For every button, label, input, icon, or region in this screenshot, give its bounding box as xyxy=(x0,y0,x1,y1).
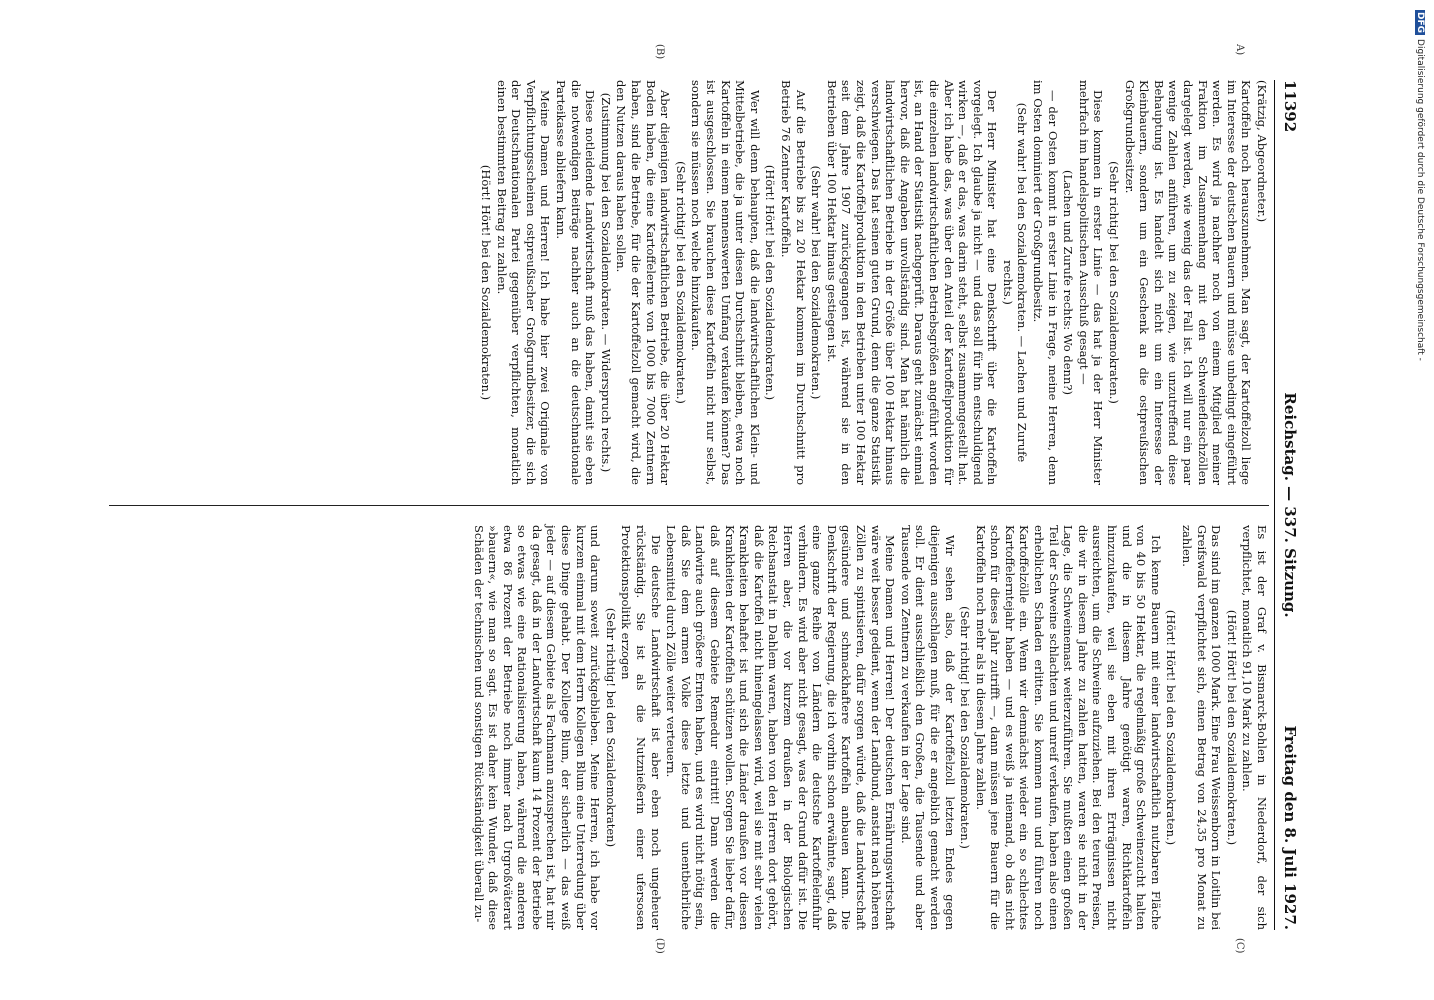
header-date: Freitag den 8. Juli 1927. xyxy=(1281,725,1299,930)
interjection: (Sehr richtig! bei den Sozialdemokraten.) xyxy=(958,606,973,849)
paragraph: Das sind im ganzen 1000 Mark. Eine Frau Weissenborn in Loitlin bei Greifswald verpflichtet sich, einen Betrag von 24,35 pro Monat zu zahlen. xyxy=(1180,525,1224,930)
interjection: (Sehr wahr! bei den Sozialdemokraten. — Lachen und Zurufe rechts.) xyxy=(1000,102,1030,463)
digitization-credit xyxy=(1407,10,1427,990)
paragraph: und darum soweit zurückgeblieben. Meine Herren, ich habe vor kurzem einmal mit dem Herrn Kollegen Blum eine Unterredung über diese Dinge gehabt. Der Kollege Blum, der sicherlich — das weiß jeder — auf diesem Gebiete als Fachmann anzusprechen ist, hat mir da gesagt, daß in der Landwirtschaft kaum 14 Prozent der Betriebe so etwas wie eine Rationalisierung haben, während die anderen etwa 86 Prozent der Betriebe noch immer nach Urgroßväterart »bauern«, wie man so sagt. Es ist daher kein Wunder, daß diese Schäden der technischen und sonstigen Rückständigkeit überall zu- xyxy=(471,525,603,930)
right-text-column xyxy=(470,525,1269,930)
paragraph: Meine Damen und Herren! Der deutschen Ernährungswirtschaft wäre weit besser gedient, wenn der Landbund, anstatt nach höheren Zöllen zu spintisieren, dafür sorgen würde, daß die Landwirtschaft gesündere und schmackhaftere Kartoffeln anbauen kann. Die Denkschrift der Regierung, die ich vorhin schon erwähnte, sagt, daß eine ganze Reihe von Ländern die deutsche Kartoffeleinfuhr verhindern. Es wird aber nicht gesagt, was der Grund dafür ist. Die Herren aber, die vor kurzem draußen in der Biologischen Reichsanstalt in Dahlem waren, haben von den Herren dort gehört, daß die Kartoffel nicht hineingelassen wird, weil sie mit sehr vielen Krankheiten behaftet ist und sich die Länder draußen vor diesen Krankheiten der Kartoffeln schützen wollen. Sorgen Sie lieber dafür, daß auf diesem Gebiete Remedur eintritt! Dann werden die Landwirte auch größere Ernten haben, und es wird nicht nötig sein, daß Sie dem armen Volke diese letzte und unentbehrliche Lebensmittel durch Zölle weiter verteuern. xyxy=(664,525,898,930)
margin-mark-a: A) xyxy=(1234,44,1245,56)
left-text-column xyxy=(478,80,1269,485)
header-session-title: Reichstag. — 337. Sitzung. xyxy=(1281,392,1299,618)
paragraph: Auf die Betriebe bis zu 20 Hektar kommen im Durchschnitt pro Betrieb 76 Zentner Kartoffeln. xyxy=(779,80,808,485)
paragraph: Der Herr Minister hat eine Denkschrift über die Kartoffeln vorgelegt. Ich glaube ja nicht — und das soll für ihn entschuldigend wirken —, daß er das, was darin steht, selbst zusammengestellt hat. Aber ich habe das, was über den Anteil der Kartoffelproduktion für die einzelnen landwirtschaftlichen Betriebsgrößen angeführt worden ist, an Hand der Statistik nachgeprüft. Daraus geht zunächst einmal hervor, daß die Angaben unvollständig sind. Man hat nämlich die landwirtschaftlichen Betriebe in der Größe über 100 Hektar hinaus verschwiegen. Das hat seinen guten Grund, denn die ganze Statistik zeigt, daß die Kartoffelproduktion in den Betrieben unter 100 Hektar seit dem Jahre 1907 zurückgegangen ist, während sie in den Betrieben über 100 Hektar hinaus gestiegen ist. xyxy=(824,80,1000,485)
paragraph: (Krätzig, Abgeordneter.) xyxy=(1255,80,1269,223)
interjection: (Hört! Hört! bei den Sozialdemokraten.) xyxy=(1164,609,1179,846)
page-header xyxy=(1274,80,1305,930)
rotated-page-scan xyxy=(75,44,1305,954)
interjection: (Sehr wahr! bei den Sozialdemokraten.) xyxy=(809,165,824,400)
dfg-logo: DFG xyxy=(1415,12,1425,34)
margin-mark-c: (C) xyxy=(1234,938,1245,954)
paragraph: Die deutsche Landwirtschaft ist aber eben noch ungeheuer rückständig. Sie ist als die Nutznießerin einer ufersosen Protektionspolitik erzogen xyxy=(619,525,663,930)
paragraph: Es ist der Graf v. Bismarck-Bohlen in Niederdorf, der sich verpflichtet, monatlich 91,10 Mark zu zahlen. xyxy=(1240,525,1269,930)
interjection: (Lachen und Zurufe rechts: Wo denn?) xyxy=(1061,170,1076,395)
page-number: 11392 xyxy=(1281,80,1299,133)
interjection: (Sehr richtig! bei den Sozialdemokraten.) xyxy=(1107,161,1122,404)
interjection: (Hört! Hört! bei den Sozialdemokraten.) xyxy=(1224,609,1239,846)
margin-mark-d: (D) xyxy=(654,938,665,954)
paragraph: Kartoffeln noch herauszunehmen. Man sagt, der Kartoffelzoll liege im Interesse der deutschen Bauern und müsse unbedingt eingeführt werden. Es wird ja nachher noch von einem Mitglied meiner Fraktion im Zusammenhang mit den Schweinefleischzöllen dargelegt werden, wie wenig das der Fall ist. Ich will nur ein paar wenige Zahlen anführen, um zu zeigen, wie unzutreffend diese Behauptung ist. Es handelt sich nicht um ein Interesse der Kleinbauern, sondern um ein Geschenk an die ostpreußischen Großgrundbesitzer. xyxy=(1122,80,1254,485)
paragraph: Wir sehen also, daß der Kartoffelzoll letzten Endes gegen diejenigen ausschlagen muß, für die er angeblich gemacht werden soll. Er dient ausschließlich den Großen, die Tausende und aber Tausende von Zentnern zu verkaufen in der Lage sind. xyxy=(898,525,957,930)
paragraph: Wer will denn behaupten, daß die landwirtschaftlichen Klein- und Mittelbetriebe, die ja unter diesen Durchschnitt bleiben, etwa noch Kartoffeln in einem nennenswerten Umfang verkaufen können? Das ist ausgeschlossen. Sie brauchen diese Kartoffeln nicht nur selbst, sondern sie müssen noch welche hinzukaufen. xyxy=(689,80,762,485)
paragraph: — der Osten kommt in erster Linie in Frage, meine Herren, denn im Osten dominiert der Großgrundbesitz. xyxy=(1031,80,1060,485)
paragraph: Meine Damen und Herren! Ich habe hier zwei Originale von Verpflichtungsscheinen ostpreußischer Großgrundbesitzer, die sich der Deutschnationalen Partei gegenüber verpflichten, monatlich einen bestimmten Beitrag zu zahlen. xyxy=(494,80,553,485)
interjection: (Sehr richtig! bei den Sozialdemokraten.) xyxy=(673,161,688,404)
interjection: (Hört! Hört! bei den Sozialdemokraten.) xyxy=(763,164,778,401)
interjection: (Hört! Hört! bei den Sozialdemokraten.) xyxy=(479,164,494,401)
paragraph: Ich kenne Bauern mit einer landwirtschaftlich nutzbaren Fläche von 40 bis 50 Hektar, die regelmäßig große Schweinezucht halten und die in diesem Jahre genötigt waren, Richtkartoffeln hinzuzukaufen, weil sie eben mit ihren Erträgnissen nicht ausreichten, um die Schweine aufzuziehen. Bei den teuren Preisen, die wir in diesem Jahre zu zahlen hatten, waren sie nicht in der Lage, die Schweinemast weiterzuführen. Sie mußten einen großen Teil der Schweine schlachten und unreif verkaufen, haben also einen erheblichen Schaden erlitten. Sie kommen nun und führen noch Kartoffelzölle ein. Wenn wir demnächst wieder ein so schlechtes Kartoffelerntejahr haben — und es weiß ja niemand, ob das nicht schon für dieses Jahr zutrifft —, dann müssen jene Bauern für die Kartoffeln noch mehr als in diesem Jahre zahlen. xyxy=(973,525,1163,930)
paragraph: Aber diejenigen landwirtschaftlichen Betriebe, die über 20 Hektar Boden haben, die eine Kartoffelernte von 1000 bis 7000 Zentnern haben, sind die Betriebe, für die der Kartoffelzoll gemacht wird, die den Nutzen daraus haben sollen. xyxy=(614,80,673,485)
margin-mark-b: (B) xyxy=(654,44,665,60)
column-divider xyxy=(109,505,1269,506)
paragraph: Diese notleidende Landwirtschaft muß das haben, damit sie eben die notwendigen Beiträge nachher auch an die deutschnationale Parteikasse abliefern kann. xyxy=(554,80,598,485)
interjection: (Sehr richtig! bei den Sozialdemokraten) xyxy=(603,607,618,848)
dfg-credit-text: Digitalisierung gefördert durch die Deutsche Forschungsgemeinschaft - xyxy=(1415,39,1425,361)
interjection: (Zustimmung bei den Sozialdemokraten. — Widerspruch rechts.) xyxy=(598,92,613,473)
paragraph: Diese kommen in erster Linie — das hat ja der Herr Minister mehrfach im handelspolitischen Ausschuß gesagt — xyxy=(1076,80,1106,485)
